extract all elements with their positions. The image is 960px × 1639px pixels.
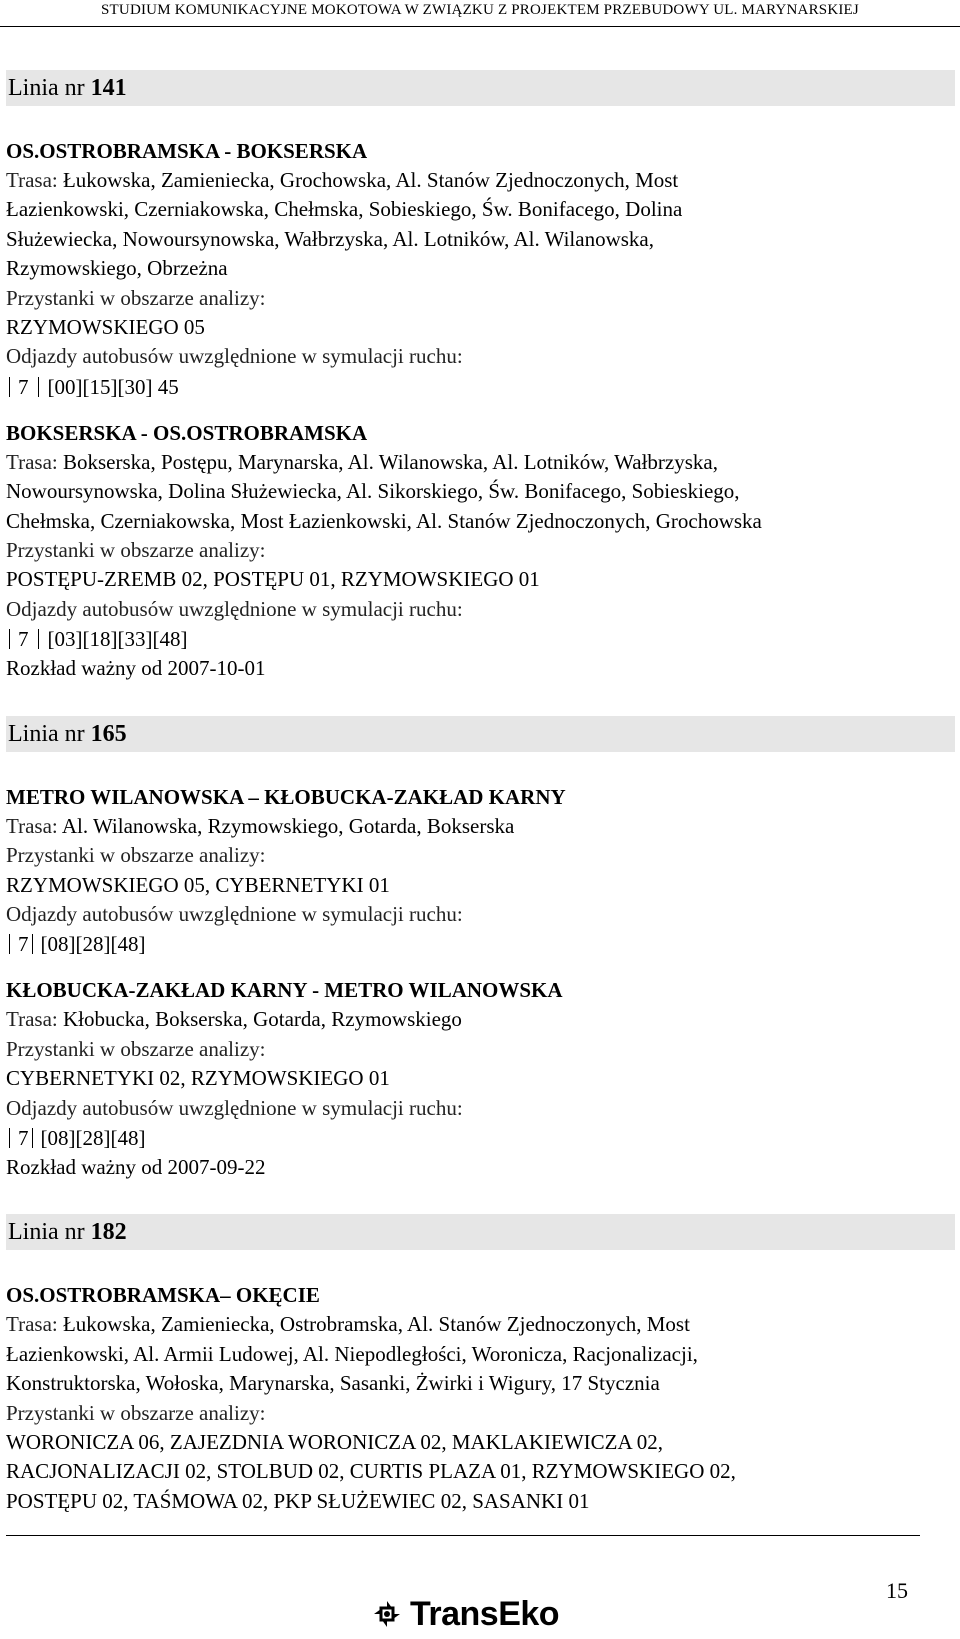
departure-hour: 7 — [18, 627, 29, 652]
transeko-logo — [372, 1594, 559, 1634]
page-header: STUDIUM KOMUNIKACYJNE MOKOTOWA W ZWIĄZKU Z PROJEKTEM PRZEBUDOWY UL. MARYNARSKIEJ — [0, 0, 960, 27]
line-number: 141 — [90, 75, 127, 101]
footer-divider — [6, 1535, 920, 1536]
departures-label: Odjazdy autobusów uwzględnione w symulacji ruchu: — [6, 596, 463, 621]
departures-row — [6, 1123, 956, 1153]
line-number: 165 — [90, 720, 127, 747]
document-body — [6, 70, 956, 1516]
direction-block — [6, 136, 956, 402]
direction-block — [6, 782, 956, 960]
line-prefix: Linia nr — [8, 1219, 85, 1246]
route-line: Trasa: Bokserska, Postępu, Marynarska, Al. Wilanowska, Al. Lotników, Wałbrzyska, — [6, 449, 718, 474]
departure-minutes: [00][15][30] 45 — [47, 374, 179, 399]
route-line: Łazienkowski, Al. Armii Ludowej, Al. Niepodległości, Woronicza, Racjonalizacji, — [6, 1341, 698, 1366]
route-label: Trasa: — [6, 449, 58, 474]
route-line: Rzymowskiego, Obrzeżna — [6, 256, 228, 281]
route-line: Trasa: Łukowska, Zamieniecka, Grochowska, Al. Stanów Zjednoczonych, Most — [6, 168, 679, 192]
route-line: Nowoursynowska, Dolina Służewiecka, Al. Sikorskiego, Św. Bonifacego, Sobieskiego, — [6, 479, 740, 504]
direction-block — [6, 1280, 956, 1516]
stops-label: Przystanki w obszarze analizy: — [6, 1036, 266, 1061]
transeko-logo-icon — [372, 1599, 402, 1629]
route-label: Trasa: — [6, 1007, 58, 1032]
route-line: Służewiecka, Nowoursynowska, Wałbrzyska, Al. Lotników, Al. Wilanowska, — [6, 226, 654, 251]
departure-minutes: [03][18][33][48] — [47, 627, 188, 652]
route-label: Trasa: — [6, 1312, 58, 1337]
stops-line: WORONICZA 06, ZAJEZDNIA WORONICZA 02, MAKLAKIEWICZA 02, — [6, 1429, 663, 1454]
route-line: Trasa: Al. Wilanowska, Rzymowskiego, Gotarda, Bokserska — [6, 813, 515, 838]
direction-title: OS.OSTROBRAMSKA - BOKSERSKA — [6, 139, 368, 163]
direction-title: BOKSERSKA - OS.OSTROBRAMSKA — [6, 420, 368, 445]
departures-label: Odjazdy autobusów uwzględnione w symulacji ruchu: — [6, 901, 463, 926]
schedule-valid-date: Rozkład ważny od 2007-10-01 — [6, 656, 266, 681]
route-line: Konstruktorska, Wołoska, Marynarska, Sasanki, Żwirki i Wigury, 17 Stycznia — [6, 1371, 660, 1396]
logo-text: TransEko — [410, 1594, 560, 1633]
route-label: Trasa: — [6, 168, 58, 192]
route-line: Łazienkowski, Czerniakowska, Chełmska, Sobieskiego, Św. Bonifacego, Dolina — [6, 197, 683, 222]
departures-label: Odjazdy autobusów uwzględnione w symulacji ruchu: — [6, 1095, 463, 1120]
stops-line: RZYMOWSKIEGO 05 — [6, 315, 205, 340]
direction-title: OS.OSTROBRAMSKA– OKĘCIE — [6, 1283, 320, 1308]
stops-label: Przystanki w obszarze analizy: — [6, 285, 266, 310]
page-number: 15 — [886, 1578, 908, 1603]
route-label: Trasa: — [6, 813, 58, 838]
stops-line: POSTĘPU 02, TAŚMOWA 02, PKP SŁUŻEWIEC 02, SASANKI 01 — [6, 1488, 590, 1513]
line-number: 182 — [90, 1219, 127, 1246]
departure-hour: 7 — [18, 1125, 29, 1150]
line-prefix: Linia nr — [8, 75, 85, 101]
stops-line: POSTĘPU-ZREMB 02, POSTĘPU 01, RZYMOWSKIEGO 01 — [6, 567, 540, 592]
stops-label: Przystanki w obszarze analizy: — [6, 843, 266, 868]
departures-row — [6, 929, 956, 959]
departure-hour: 7 — [18, 374, 29, 399]
departure-hour: 7 — [18, 932, 29, 957]
stops-label: Przystanki w obszarze analizy: — [6, 538, 266, 563]
route-line: Chełmska, Czerniakowska, Most Łazienkowski, Al. Stanów Zjednoczonych, Grochowska — [6, 508, 762, 533]
stops-line: RACJONALIZACJI 02, STOLBUD 02, CURTIS PLAZA 01, RZYMOWSKIEGO 02, — [6, 1459, 736, 1484]
departures-row — [6, 372, 956, 402]
departure-minutes: [08][28][48] — [40, 932, 146, 957]
direction-title: METRO WILANOWSKA – KŁOBUCKA-ZAKŁAD KARNY — [6, 784, 566, 809]
direction-block — [6, 418, 956, 684]
line-heading — [6, 716, 955, 752]
direction-title: KŁOBUCKA-ZAKŁAD KARNY - METRO WILANOWSKA — [6, 978, 563, 1003]
departures-label: Odjazdy autobusów uwzględnione w symulacji ruchu: — [6, 344, 463, 369]
route-line: Trasa: Łukowska, Zamieniecka, Ostrobramska, Al. Stanów Zjednoczonych, Most — [6, 1312, 690, 1337]
stops-line: RZYMOWSKIEGO 05, CYBERNETYKI 01 — [6, 872, 390, 897]
line-heading — [6, 70, 955, 106]
stops-line: CYBERNETYKI 02, RZYMOWSKIEGO 01 — [6, 1066, 390, 1091]
schedule-valid-date: Rozkład ważny od 2007-09-22 — [6, 1154, 266, 1179]
direction-block — [6, 975, 956, 1182]
stops-label: Przystanki w obszarze analizy: — [6, 1400, 266, 1425]
line-heading — [6, 1214, 955, 1250]
departures-row — [6, 624, 956, 654]
route-line: Trasa: Kłobucka, Bokserska, Gotarda, Rzymowskiego — [6, 1007, 462, 1032]
line-prefix: Linia nr — [8, 720, 85, 747]
departure-minutes: [08][28][48] — [40, 1125, 146, 1150]
